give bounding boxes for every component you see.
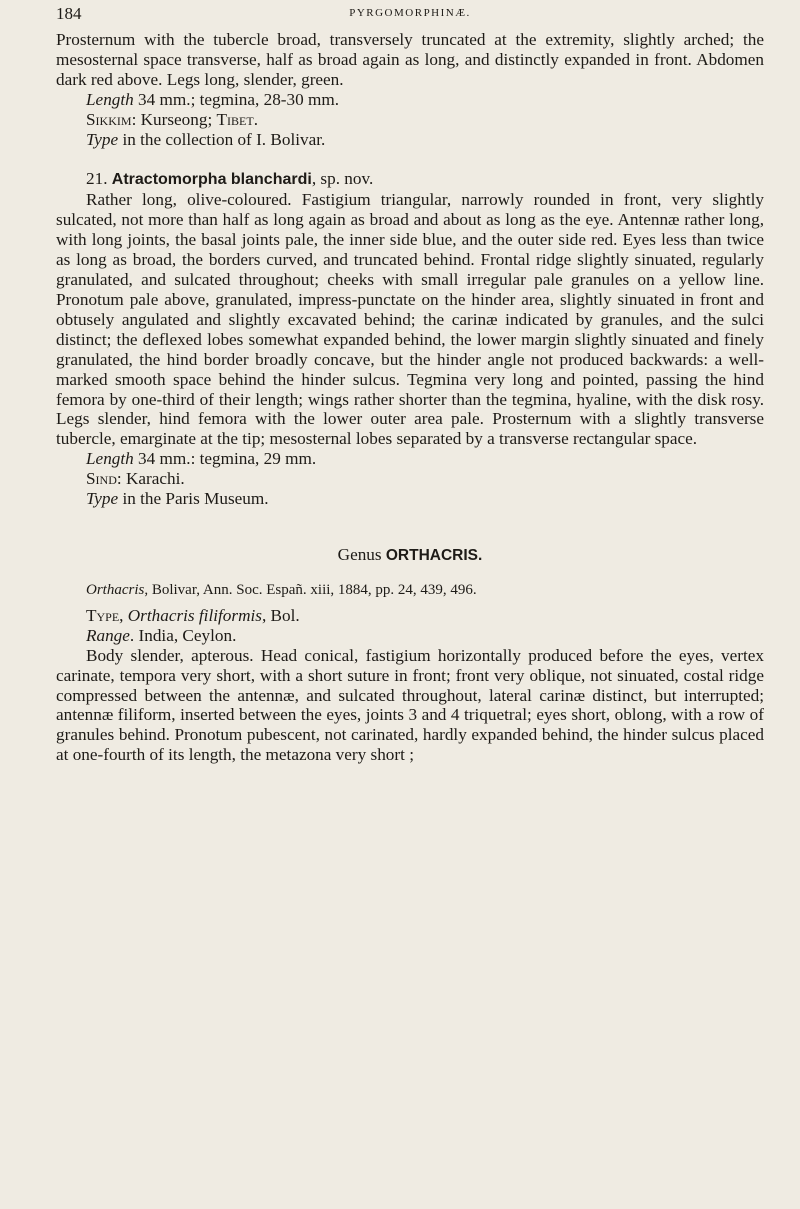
species-locality-place: : Karachi. [116,469,185,489]
page [56,0,764,765]
locality-line [56,110,764,130]
type-value: in the collection of I. Bolivar. [118,129,326,149]
type-label: Type [86,129,119,149]
species-length-value: 34 mm.: tegmina, 29 mm. [133,449,317,469]
length-value: 34 mm.; tegmina, 28-30 mm. [133,89,340,109]
locality-region-2: Tibet [216,109,254,129]
locality-place: : Kurseong; [131,109,217,129]
prosternum-paragraph: Prosternum with the tubercle broad, transversely truncated at the extremity, slightly arched; the mesosternal space transverse, half as broad again as long, and distinctly expanded in front. Abdomen dark red above. Legs long, slender, green. [56,30,764,89]
genus-type-label: Type [86,605,120,625]
page-number: 184 [56,4,82,23]
species-description: Rather long, olive-coloured. Fastigium triangular, narrowly rounded in front, very slightly sulcated, not more than half as long again as broad and about as long as the eye. Antennæ rather long, with long joints, the basal joints pale, the inner side blue, and the outer side red. Eyes less than twice as long as broad, the borders curved, and truncated behind. Frontal ridge slightly sinuated, regularly granulated, and sulcated throughout; cheeks with small irregular pale granules on a yellow line. Pronotum pale above, granulated, impress-punctate on the hinder area, slightly sinuated in front and obtusely angulated and slightly excavated behind; the carinæ indicated by granules, and the sulci distinct; the deflexed lobes somewhat expanded behind, the lower margin slightly sinuated and finely granulated, the hind border broadly concave, but the hinder angle not produced backwards: a well-marked smooth space behind the hinder sulcus. Tegmina very long and pointed, passing the hind femora by one-third of their length; wings rather shorter than the tegmina, hyaline, with the disk rosy. Legs slender, hind femora with the lower outer area pale. Prosternum with a slightly transverse tubercle, emarginate at the tip; mesosternal lobes separated by a transverse rectangular space. [56,190,764,449]
genus-reference [86,580,764,600]
spacer [56,149,764,169]
species-type-line [56,489,764,509]
genus-heading [56,545,764,566]
genus-type-sep: , [119,605,128,625]
species-suffix: , sp. nov. [311,169,374,189]
species-locality-region: Sind [86,469,117,489]
species-type-label: Type [86,489,119,509]
length-line [56,90,764,110]
page-header [56,4,764,30]
genus-name: ORTHACRIS. [385,546,483,564]
species-heading [86,169,764,190]
genus-range-label: Range [86,625,130,645]
length-label: Length [86,89,134,109]
species-name: Atractomorpha blanchardi [111,171,312,189]
species-length-label: Length [86,449,134,469]
species-type-value: in the Paris Museum. [118,489,269,509]
genus-description: Body slender, apterous. Head conical, fastigium horizontally produced before the eyes, vertex carinate, tempora very short, with a short suture in front; front very oblique, not sinuated, costal ridge compressed between the antennæ, and sulcated throughout, lateral carinæ distinct, but interrupted; antennæ filiform, inserted between the eyes, joints 3 and 4 triquetral; eyes short, oblong, with a row of granules behind. Pronotum pubescent, not carinated, hardly expanded behind, the hinder sulcus placed at one-fourth of its length, the metazona very short ; [56,645,764,765]
genus-ref-detail: , Bolivar, Ann. Soc. Españ. xiii, 1884, pp. 24, 439, 496. [144,581,477,598]
genus-range-line [56,626,764,646]
genus-range-value: . India, Ceylon. [129,625,237,645]
running-head: PYRGOMORPHINÆ. [349,7,471,19]
type-line [56,130,764,150]
species-length-line [56,449,764,469]
locality-end: . [253,109,259,129]
species-locality-line [56,469,764,489]
genus-ref-name: Orthacris [86,581,145,598]
spacer-large [56,509,764,545]
genus-type-author: , Bol. [261,605,300,625]
locality-region: Sikkim [86,109,132,129]
genus-prefix: Genus [337,544,386,564]
species-number: 21. [86,169,108,189]
genus-type-line [56,606,764,626]
genus-type-species: Orthacris filiformis [127,605,262,625]
